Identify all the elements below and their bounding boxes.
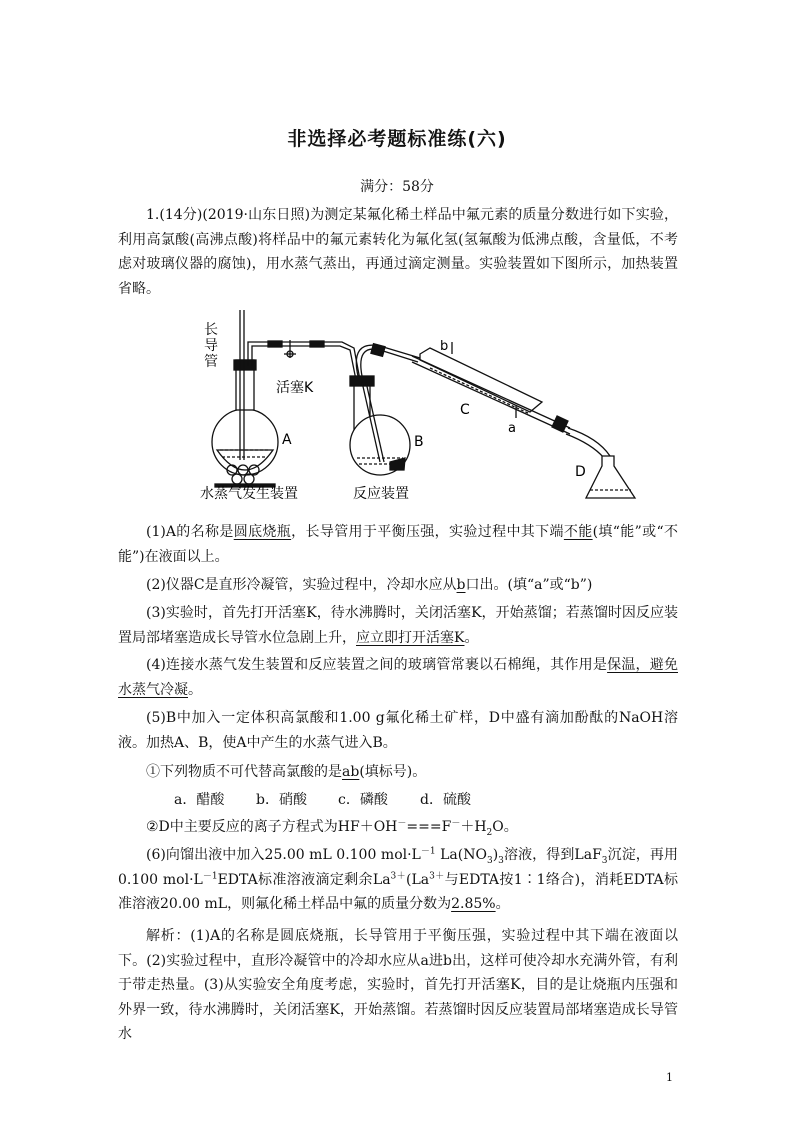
part-3: (3)实验时，首先打开活塞K，待水沸腾时，关闭活塞K，开始蒸馏；若蒸馏时因反应装置局部堵塞造成长导管水位急剧上升，应立即打开活塞K。 — [118, 605, 678, 646]
label-a-port: a — [508, 421, 516, 436]
answer-6: 2.85% — [451, 896, 496, 912]
page-title: 非选择必考题标准练(六) — [287, 128, 507, 150]
condenser-c — [412, 342, 570, 434]
part-2: (2)仪器C是直形冷凝管，实验过程中，冷却水应从b口出。(填“a”或“b”) — [146, 577, 593, 593]
part-5-1: ①下列物质不可代替高氯酸的是ab(填标号)。 — [146, 764, 427, 780]
label-long-tube-3: 管 — [204, 354, 218, 370]
label-long-tube-1: 长 — [204, 322, 218, 338]
score-line: 满分：58分 — [360, 179, 434, 195]
part-5: (5)B中加入一定体积高氯酸和1.00 g氟化稀土矿样，D中盛有滴加酚酞的NaOH溶液。加热A、B，使A中产生的水蒸气进入B。 — [118, 710, 678, 751]
option-a: a．醋酸 — [174, 792, 225, 808]
answer-3: 应立即打开活塞K — [356, 629, 465, 646]
answer-5-1: ab — [342, 764, 360, 780]
flask-d — [586, 456, 635, 498]
label-c: C — [460, 402, 470, 418]
part-5-2: ②D中主要反应的离子方程式为$HF+OH^-===F^-+H_2O$。 — [146, 818, 518, 838]
option-b: b．硝酸 — [256, 792, 307, 808]
option-c: c．磷酸 — [338, 792, 388, 808]
part-1: (1)A的名称是圆底烧瓶，长导管用于平衡压强，实验过程中其下端不能(填“能”或“不能”)在液面以上。 — [118, 524, 679, 565]
label-d: D — [575, 464, 586, 480]
label-a: A — [282, 432, 292, 448]
flask-b — [350, 376, 410, 475]
apparatus-figure — [190, 310, 650, 510]
label-b-port: b — [440, 339, 449, 354]
part-4: (4)连接水蒸气发生装置和反应装置之间的玻璃管常裹以石棉绳，其作用是保温，避免水蒸气冷凝。 — [118, 657, 678, 698]
caption-reaction-device: 反应装置 — [353, 486, 409, 502]
valve-k — [284, 340, 296, 358]
label-long-tube-2: 导 — [204, 338, 218, 354]
option-d: d．硫酸 — [420, 792, 471, 808]
options-row — [118, 788, 678, 813]
answer-2: b — [456, 577, 466, 593]
label-b-flask: B — [414, 434, 424, 450]
answer-4: 保温，避免水蒸气冷凝 — [118, 657, 678, 698]
question-intro: 1.(14分)(2019·山东日照)为测定某氟化稀土样品中氟元素的质量分数进行如下实验，利用高氯酸(高沸点酸)将样品中的氟元素转化为氟化氢(氢氟酸为低沸点酸，含量低，不考虑对玻璃仪器的腐蚀)，用水蒸气蒸出，再通过滴定测量。实验装置如下图所示，加热装置省略。 — [118, 207, 678, 297]
adapter — [566, 428, 610, 458]
label-valve-k: 活塞K — [276, 380, 314, 396]
answer-1a: 圆底烧瓶 — [233, 524, 292, 540]
b-to-condenser-tube — [356, 344, 420, 376]
page-number: 1 — [666, 1071, 673, 1084]
connecting-tube — [248, 341, 360, 380]
part-6: (6)向馏出液中加入25.00 mL 0.100 $mol\cdot L^{-1}$ $La(NO_3)_3$溶液，得到LaF$_3$沉淀，再用0.100 $mol\cdot L^{-1}EDTA$标准溶液滴定剩余$La^{3+}(La^{3+}$与EDTA按1∶1络合)，消耗EDTA标准溶液20.00 mL，则氟化稀土样品中氟的质量分数为2.85%。 — [118, 846, 679, 912]
answer-1b: 不能 — [563, 524, 593, 540]
caption-steam-generator: 水蒸气发生装置 — [200, 486, 298, 502]
analysis: 解析：(1)A的名称是圆底烧瓶，长导管用于平衡压强，实验过程中其下端在液面以下。(2)实验过程中，直形冷凝管中的冷却水应从a进b出，这样可使冷却水充满外管，有利于带走热量。(3)从实验安全角度考虑，实验时，首先打开活塞K，目的是让烧瓶内压强和外界一致，待水沸腾时，关闭活塞K，开始蒸馏。若蒸馏时因反应装置局部堵塞造成长导管水 — [118, 928, 678, 1042]
flask-a — [212, 360, 278, 475]
